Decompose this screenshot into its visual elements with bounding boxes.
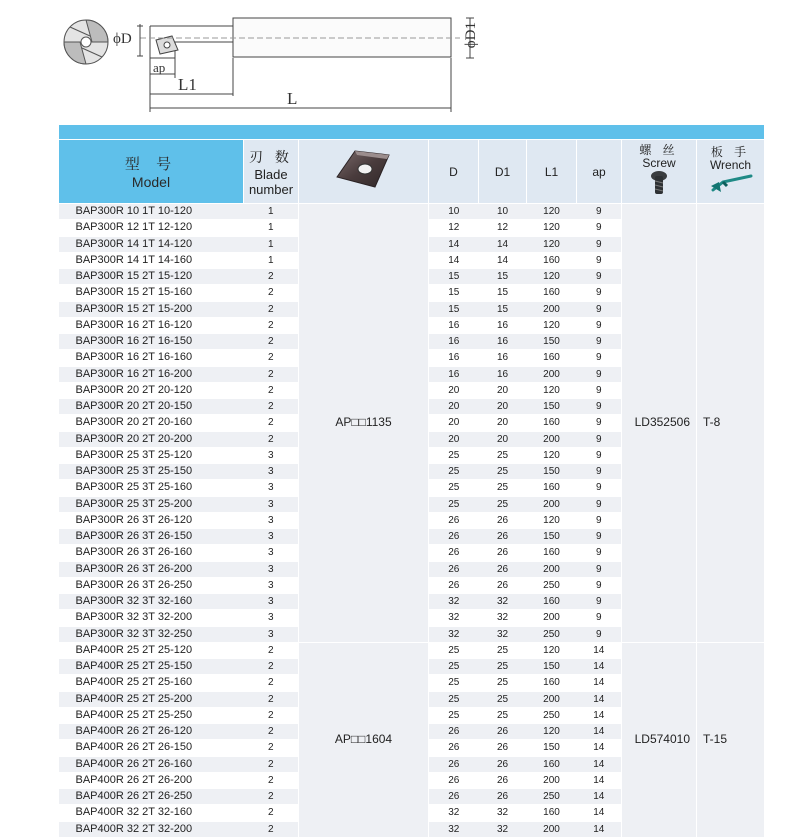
cell-d1: 16	[479, 366, 527, 382]
cell-screw-code: LD352506	[622, 204, 697, 643]
cell-ap: 9	[577, 220, 622, 236]
cell-blade-number: 3	[244, 480, 299, 496]
cell-d1: 26	[479, 545, 527, 561]
cell-blade-number: 2	[244, 399, 299, 415]
cell-d1: 25	[479, 480, 527, 496]
cell-ap: 9	[577, 399, 622, 415]
cell-d: 26	[429, 789, 479, 805]
col-header-ap: ap	[577, 140, 622, 204]
cell-l1: 160	[527, 415, 577, 431]
cell-ap: 9	[577, 561, 622, 577]
dimension-label-l1: L1	[178, 75, 197, 94]
cell-blade-number: 2	[244, 350, 299, 366]
cell-l1: 120	[527, 220, 577, 236]
cell-model: BAP300R 25 3T 25-200	[59, 496, 244, 512]
cell-l1: 160	[527, 252, 577, 268]
cell-l1: 250	[527, 789, 577, 805]
cell-l1: 250	[527, 626, 577, 642]
dimension-label-ap: ap	[153, 60, 166, 75]
cell-d1: 26	[479, 561, 527, 577]
cell-l1: 200	[527, 301, 577, 317]
cell-l1: 160	[527, 545, 577, 561]
cell-l1: 120	[527, 724, 577, 740]
col-header-model-zh: 型 号	[124, 156, 178, 173]
col-header-d: D	[429, 140, 479, 204]
cell-blade-number: 2	[244, 285, 299, 301]
cell-model: BAP300R 15 2T 15-160	[59, 285, 244, 301]
cell-l1: 150	[527, 529, 577, 545]
cell-blade-number: 2	[244, 821, 299, 837]
cell-d1: 25	[479, 675, 527, 691]
cell-blade-number: 1	[244, 236, 299, 252]
cell-model: BAP300R 12 1T 12-120	[59, 220, 244, 236]
cell-blade-number: 2	[244, 691, 299, 707]
cell-d1: 25	[479, 447, 527, 463]
cell-d1: 25	[479, 691, 527, 707]
col-header-l1: L1	[527, 140, 577, 204]
cell-blade-number: 2	[244, 366, 299, 382]
cell-ap: 9	[577, 594, 622, 610]
cell-model: BAP300R 25 3T 25-160	[59, 480, 244, 496]
dimension-label-l: L	[287, 89, 298, 108]
cell-d1: 26	[479, 756, 527, 772]
cell-model: BAP300R 14 1T 14-160	[59, 252, 244, 268]
cell-d: 15	[429, 269, 479, 285]
cell-ap: 9	[577, 545, 622, 561]
cell-d: 25	[429, 707, 479, 723]
cell-d1: 15	[479, 301, 527, 317]
cell-l1: 150	[527, 740, 577, 756]
cell-ap: 9	[577, 415, 622, 431]
screw-icon	[650, 170, 668, 196]
cell-model: BAP400R 26 2T 26-160	[59, 756, 244, 772]
cell-ap: 14	[577, 756, 622, 772]
cell-blade-number: 2	[244, 724, 299, 740]
cell-model: BAP300R 15 2T 15-200	[59, 301, 244, 317]
cell-l1: 160	[527, 805, 577, 821]
cell-d1: 32	[479, 594, 527, 610]
cell-blade-number: 1	[244, 252, 299, 268]
cell-ap: 9	[577, 577, 622, 593]
cell-wrench-code: T-8	[697, 204, 765, 643]
cell-blade-number: 1	[244, 204, 299, 220]
cell-l1: 250	[527, 577, 577, 593]
cell-d: 26	[429, 772, 479, 788]
cell-d1: 32	[479, 626, 527, 642]
cell-d1: 25	[479, 496, 527, 512]
cell-ap: 9	[577, 382, 622, 398]
cell-d1: 14	[479, 252, 527, 268]
col-header-insert	[299, 140, 429, 204]
wrench-icon	[709, 172, 753, 194]
cell-ap: 9	[577, 301, 622, 317]
cell-model: BAP300R 25 3T 25-120	[59, 447, 244, 463]
cell-model: BAP300R 26 3T 26-160	[59, 545, 244, 561]
spec-table	[58, 124, 765, 838]
cell-d: 26	[429, 740, 479, 756]
cell-ap: 9	[577, 496, 622, 512]
cell-blade-number: 2	[244, 431, 299, 447]
cell-blade-number: 3	[244, 561, 299, 577]
cell-model: BAP400R 26 2T 26-200	[59, 772, 244, 788]
cell-l1: 160	[527, 350, 577, 366]
cell-ap: 14	[577, 740, 622, 756]
cell-d: 20	[429, 415, 479, 431]
cell-d1: 16	[479, 317, 527, 333]
cell-blade-number: 2	[244, 642, 299, 658]
cell-d1: 32	[479, 805, 527, 821]
cell-d: 25	[429, 480, 479, 496]
cell-blade-number: 2	[244, 382, 299, 398]
cell-blade-number: 3	[244, 594, 299, 610]
insert-icon	[329, 143, 399, 195]
cell-model: BAP300R 32 3T 32-200	[59, 610, 244, 626]
cell-d: 16	[429, 366, 479, 382]
cell-l1: 250	[527, 707, 577, 723]
cell-d1: 14	[479, 236, 527, 252]
cell-model: BAP300R 32 3T 32-160	[59, 594, 244, 610]
cell-d: 25	[429, 447, 479, 463]
cell-d: 32	[429, 805, 479, 821]
cell-d1: 15	[479, 269, 527, 285]
cell-ap: 9	[577, 350, 622, 366]
cell-l1: 200	[527, 610, 577, 626]
cell-blade-number: 3	[244, 447, 299, 463]
cell-ap: 14	[577, 659, 622, 675]
cell-ap: 14	[577, 789, 622, 805]
cell-d: 25	[429, 642, 479, 658]
cell-model: BAP400R 32 2T 32-200	[59, 821, 244, 837]
cell-d: 25	[429, 675, 479, 691]
col-header-blade-en: Blade	[254, 166, 288, 182]
cell-l1: 160	[527, 285, 577, 301]
cell-d1: 10	[479, 204, 527, 220]
cell-d1: 26	[479, 724, 527, 740]
cell-d1: 26	[479, 772, 527, 788]
cell-l1: 200	[527, 772, 577, 788]
cell-model: BAP400R 32 2T 32-160	[59, 805, 244, 821]
col-header-blade-zh: 刃 数	[249, 148, 293, 165]
cell-d: 20	[429, 399, 479, 415]
cell-ap: 14	[577, 675, 622, 691]
cell-model: BAP300R 26 3T 26-200	[59, 561, 244, 577]
table-body	[59, 204, 765, 838]
cell-ap: 9	[577, 480, 622, 496]
cell-l1: 120	[527, 447, 577, 463]
cell-d: 25	[429, 659, 479, 675]
col-header-screw	[622, 140, 697, 204]
cell-d1: 16	[479, 334, 527, 350]
cell-l1: 120	[527, 236, 577, 252]
cell-model: BAP300R 25 3T 25-150	[59, 464, 244, 480]
cell-model: BAP300R 20 2T 20-200	[59, 431, 244, 447]
cell-ap: 9	[577, 366, 622, 382]
cell-model: BAP400R 25 2T 25-200	[59, 691, 244, 707]
cell-d: 26	[429, 756, 479, 772]
cell-d1: 16	[479, 350, 527, 366]
cell-blade-number: 2	[244, 772, 299, 788]
cell-d1: 20	[479, 399, 527, 415]
cell-ap: 9	[577, 431, 622, 447]
cell-d: 26	[429, 545, 479, 561]
cell-blade-number: 2	[244, 756, 299, 772]
cell-ap: 9	[577, 447, 622, 463]
cell-ap: 14	[577, 724, 622, 740]
cell-l1: 150	[527, 464, 577, 480]
cell-ap: 9	[577, 529, 622, 545]
cell-ap: 9	[577, 252, 622, 268]
cell-model: BAP300R 26 3T 26-120	[59, 512, 244, 528]
col-header-screw-en: Screw	[642, 156, 676, 170]
cell-d1: 26	[479, 512, 527, 528]
cell-blade-number: 3	[244, 529, 299, 545]
cell-l1: 160	[527, 480, 577, 496]
cell-model: BAP400R 26 2T 26-150	[59, 740, 244, 756]
cell-ap: 9	[577, 610, 622, 626]
cell-ap: 14	[577, 691, 622, 707]
cell-blade-number: 3	[244, 496, 299, 512]
cell-model: BAP300R 20 2T 20-160	[59, 415, 244, 431]
cell-d: 16	[429, 317, 479, 333]
cell-d1: 25	[479, 659, 527, 675]
cell-d: 26	[429, 512, 479, 528]
cell-d: 15	[429, 285, 479, 301]
cell-d: 16	[429, 334, 479, 350]
cell-l1: 160	[527, 675, 577, 691]
cell-l1: 120	[527, 204, 577, 220]
cell-l1: 150	[527, 334, 577, 350]
cell-d: 14	[429, 252, 479, 268]
cell-model: BAP300R 20 2T 20-120	[59, 382, 244, 398]
cell-blade-number: 3	[244, 512, 299, 528]
end-mill-diagram	[0, 0, 800, 120]
cell-blade-number: 2	[244, 805, 299, 821]
cell-d1: 32	[479, 610, 527, 626]
cell-blade-number: 2	[244, 675, 299, 691]
cell-l1: 120	[527, 317, 577, 333]
cell-model: BAP300R 26 3T 26-150	[59, 529, 244, 545]
cell-d1: 26	[479, 529, 527, 545]
cell-d1: 25	[479, 642, 527, 658]
cell-model: BAP400R 26 2T 26-120	[59, 724, 244, 740]
cell-insert-code: AP□□1135	[299, 204, 429, 643]
col-header-model-en: Model	[131, 174, 171, 190]
cell-ap: 9	[577, 334, 622, 350]
cell-l1: 160	[527, 594, 577, 610]
cell-l1: 120	[527, 642, 577, 658]
cell-d: 25	[429, 496, 479, 512]
cell-d1: 26	[479, 789, 527, 805]
cell-blade-number: 3	[244, 610, 299, 626]
dimension-label-phi-d1: ϕD1	[463, 22, 479, 49]
cell-ap: 9	[577, 512, 622, 528]
table-header-row	[59, 140, 765, 204]
cell-ap: 9	[577, 204, 622, 220]
end-view-icon	[64, 20, 108, 64]
cell-d: 26	[429, 577, 479, 593]
table-row	[59, 642, 765, 658]
cell-model: BAP300R 16 2T 16-120	[59, 317, 244, 333]
cell-ap: 9	[577, 236, 622, 252]
cell-wrench-code: T-15	[697, 642, 765, 837]
cell-blade-number: 2	[244, 415, 299, 431]
cell-blade-number: 3	[244, 464, 299, 480]
cell-d1: 20	[479, 382, 527, 398]
cell-blade-number: 3	[244, 577, 299, 593]
cell-ap: 14	[577, 821, 622, 837]
cell-l1: 150	[527, 659, 577, 675]
col-header-wrench-en: Wrench	[709, 158, 752, 172]
cell-model: BAP300R 10 1T 10-120	[59, 204, 244, 220]
col-header-blade-en2: number	[248, 181, 294, 197]
cell-d: 20	[429, 382, 479, 398]
cell-d: 15	[429, 301, 479, 317]
cell-blade-number: 2	[244, 740, 299, 756]
cell-l1: 200	[527, 431, 577, 447]
cell-ap: 9	[577, 464, 622, 480]
cell-l1: 200	[527, 691, 577, 707]
cell-blade-number: 2	[244, 789, 299, 805]
cell-d: 16	[429, 350, 479, 366]
cell-d: 26	[429, 529, 479, 545]
cell-model: BAP400R 25 2T 25-160	[59, 675, 244, 691]
header-accent-bar	[59, 125, 765, 140]
cell-model: BAP300R 16 2T 16-150	[59, 334, 244, 350]
cell-ap: 14	[577, 642, 622, 658]
cell-d: 10	[429, 204, 479, 220]
cell-l1: 120	[527, 269, 577, 285]
cell-d1: 32	[479, 821, 527, 837]
col-header-screw-zh: 螺 丝	[639, 143, 679, 157]
cell-d: 32	[429, 610, 479, 626]
cell-model: BAP300R 15 2T 15-120	[59, 269, 244, 285]
cell-d1: 25	[479, 464, 527, 480]
cell-ap: 9	[577, 317, 622, 333]
cell-ap: 14	[577, 707, 622, 723]
col-header-blade	[244, 140, 299, 204]
cell-d: 20	[429, 431, 479, 447]
cell-model: BAP300R 14 1T 14-120	[59, 236, 244, 252]
cell-blade-number: 3	[244, 545, 299, 561]
cell-model: BAP400R 26 2T 26-250	[59, 789, 244, 805]
cell-d: 25	[429, 691, 479, 707]
cell-blade-number: 2	[244, 659, 299, 675]
cell-d1: 15	[479, 285, 527, 301]
cell-d: 26	[429, 724, 479, 740]
col-header-d1: D1	[479, 140, 527, 204]
cell-blade-number: 2	[244, 301, 299, 317]
cell-d: 12	[429, 220, 479, 236]
cell-model: BAP400R 25 2T 25-150	[59, 659, 244, 675]
col-header-wrench	[697, 140, 765, 204]
cell-d: 14	[429, 236, 479, 252]
cell-d: 32	[429, 594, 479, 610]
cell-d: 32	[429, 821, 479, 837]
cell-d1: 20	[479, 431, 527, 447]
cell-model: BAP300R 20 2T 20-150	[59, 399, 244, 415]
cell-blade-number: 2	[244, 707, 299, 723]
cell-l1: 150	[527, 399, 577, 415]
cell-d1: 25	[479, 707, 527, 723]
col-header-wrench-zh: 板 手	[710, 145, 751, 159]
cell-ap: 9	[577, 626, 622, 642]
table-row	[59, 204, 765, 220]
cell-ap: 9	[577, 269, 622, 285]
cell-l1: 200	[527, 821, 577, 837]
cell-l1: 120	[527, 512, 577, 528]
cell-blade-number: 2	[244, 334, 299, 350]
dimension-label-phi-d: ϕD	[113, 31, 132, 47]
cell-d1: 12	[479, 220, 527, 236]
cell-model: BAP300R 26 3T 26-250	[59, 577, 244, 593]
cell-d: 26	[429, 561, 479, 577]
tool-drawing	[0, 0, 800, 120]
col-header-model	[59, 140, 244, 204]
cell-ap: 14	[577, 772, 622, 788]
cell-l1: 200	[527, 366, 577, 382]
cell-blade-number: 1	[244, 220, 299, 236]
cell-l1: 160	[527, 756, 577, 772]
cell-d1: 26	[479, 740, 527, 756]
cell-blade-number: 3	[244, 626, 299, 642]
cell-ap: 9	[577, 285, 622, 301]
cell-model: BAP400R 25 2T 25-250	[59, 707, 244, 723]
cell-l1: 200	[527, 496, 577, 512]
cell-d: 32	[429, 626, 479, 642]
cell-blade-number: 2	[244, 317, 299, 333]
cell-model: BAP300R 16 2T 16-160	[59, 350, 244, 366]
cell-l1: 120	[527, 382, 577, 398]
cell-d: 25	[429, 464, 479, 480]
cell-model: BAP300R 32 3T 32-250	[59, 626, 244, 642]
cell-screw-code: LD574010	[622, 642, 697, 837]
cell-d1: 20	[479, 415, 527, 431]
cell-model: BAP300R 16 2T 16-200	[59, 366, 244, 382]
cell-blade-number: 2	[244, 269, 299, 285]
cell-insert-code: AP□□1604	[299, 642, 429, 837]
cell-d1: 26	[479, 577, 527, 593]
cell-ap: 14	[577, 805, 622, 821]
cell-l1: 200	[527, 561, 577, 577]
cell-model: BAP400R 25 2T 25-120	[59, 642, 244, 658]
